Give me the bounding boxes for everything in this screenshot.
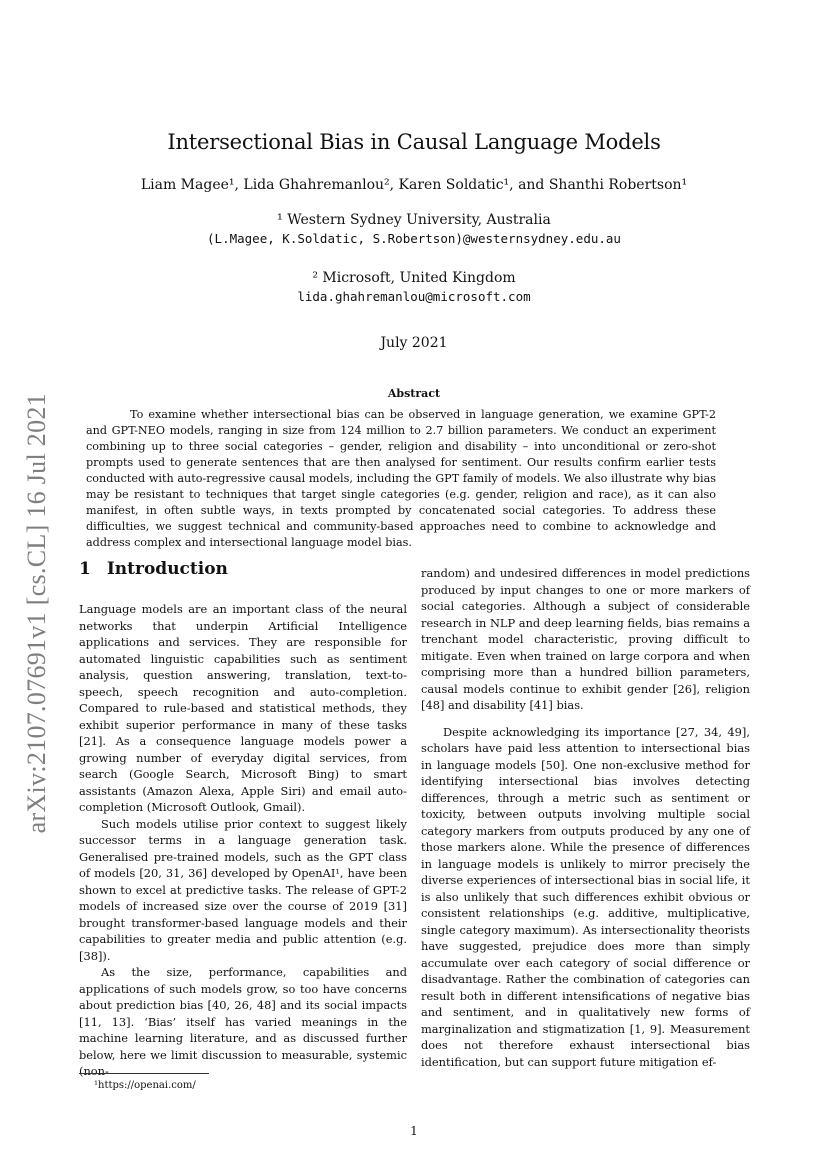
section-number: 1 [79, 559, 91, 579]
authors: Liam Magee¹, Lida Ghahremanlou², Karen Soldatic¹, and Shanthi Robertson¹ [140, 177, 688, 193]
left-paragraph-3: As the size, performance, capabilities and applications of such models grow, so too have concerns about prediction bias [40, 26, 48] and its social impacts [11, 13]. ‘Bias’ itself has varied meanings in the machine learning literature, and as discussed further below, here we limit discussion to measurable, systemic (non- [79, 965, 407, 1078]
right-column [421, 565, 750, 1070]
left-paragraph-2: Such models utilise prior context to suggest likely successor terms in a language generation task. Generalised pre-trained models, such as the GPT class of models [20, 31, 36] developed by OpenAI¹, have been shown to excel at predictive tasks. The release of GPT-2 models of increased size over the course of 2019 [31] brought transformer-based language models and their capabilities to greater media and public attention (e.g. [38]). [79, 816, 407, 963]
footnote-rule [79, 1073, 209, 1074]
arxiv-stamp-text: arXiv:2107.07691v1 [cs.CL] 16 Jul 2021 [22, 392, 51, 834]
right-paragraph-1: random) and undesired differences in model predictions produced by input changes to one or more markers of social categories. Although a subject of considerable research in NLP and deep learning fields, bias remains a trenchant model characteristic, proving difficult to mitigate. Even when trained on large corpora and when comprising more than a hundred billion parameters, causal models continue to exhibit gender [26], religion [48] and disability [41] bias. [421, 566, 750, 712]
abstract-heading: Abstract [387, 387, 441, 400]
section-heading [79, 559, 228, 579]
right-paragraph-2: Despite acknowledging its importance [27, 34, 49], scholars have paid less attention to intersectional bias in language models [50]. One non-exclusive method for identifying intersectional bias involves detecting differences, through a metric such as sentiment or toxicity, between outputs involving multiple social category markers from outputs produced by any one of those markers alone. While the presence of differences in language models is unlikely to mirror precisely the diverse experiences of intersectional bias in social life, it is also unlikely that such differences exhibit obvious or consistent relationships (e.g. additive, multiplicative, single category maximum). As intersectionality theorists have suggested, prejudice does more than simply accumulate over each category of social difference or disadvantage. Rather the combination of categories can result both in different intensifications of negative bias and sentiment, and in qualitatively new forms of marginalization and stigmatization [1, 9]. Measurement does not therefore exhaust intersectional bias identification, but can support future mitigation ef- [421, 724, 750, 1069]
paper-date: July 2021 [380, 335, 448, 351]
arxiv-stamp [20, 378, 54, 848]
paper-title: Intersectional Bias in Causal Language Models [167, 130, 661, 154]
affiliation-1 [60, 212, 768, 246]
affiliation-1-email: (L.Magee, K.Soldatic, S.Robertson)@westernsydney.edu.au [207, 231, 621, 246]
left-paragraph-1: Language models are an important class of the neural networks that underpin Artificial Intelligence applications and services. They are responsible for automated linguistic capabilities such as sentiment analysis, question answering, translation, text-to-speech, speech recognition and auto-completion. Compared to rule-based and statistical methods, they exhibit superior performance in many of these tasks [21]. As a consequence language models power a growing number of everyday digital services, from search (Google Search, Microsoft Bing) to smart assistants (Amazon Alexa, Apple Siri) and email auto-completion (Microsoft Outlook, Gmail). [79, 602, 407, 814]
abstract-text: To examine whether intersectional bias can be observed in language generation, we examine GPT-2 and GPT-NEO models, ranging in size from 124 million to 2.7 billion parameters. We conduct an experiment combining up to three social categories – gender, religion and disability – into unconditional or zero-shot prompts used to generate sentences that are then analysed for sentiment. Our results confirm earlier tests conducted with auto-regressive causal models, including the GPT family of models. We also illustrate why bias may be resistant to techniques that target single categories (e.g. gender, religion and race), as it can also manifest, in often subtle ways, in texts prompted by concatenated social categories. To address these difficulties, we suggest technical and community-based approaches need to combine to acknowledge and address complex and intersectional language model bias. [86, 408, 716, 549]
page-number: 1 [410, 1124, 418, 1138]
affiliation-2-name: ² Microsoft, United Kingdom [312, 270, 516, 286]
affiliation-1-name: ¹ Western Sydney University, Australia [277, 212, 551, 228]
footnote: ¹https://openai.com/ [94, 1080, 196, 1091]
section-title: Introduction [106, 559, 228, 579]
affiliation-2 [60, 270, 768, 304]
left-column [79, 601, 407, 1080]
affiliation-2-email: lida.ghahremanlou@microsoft.com [297, 289, 531, 304]
